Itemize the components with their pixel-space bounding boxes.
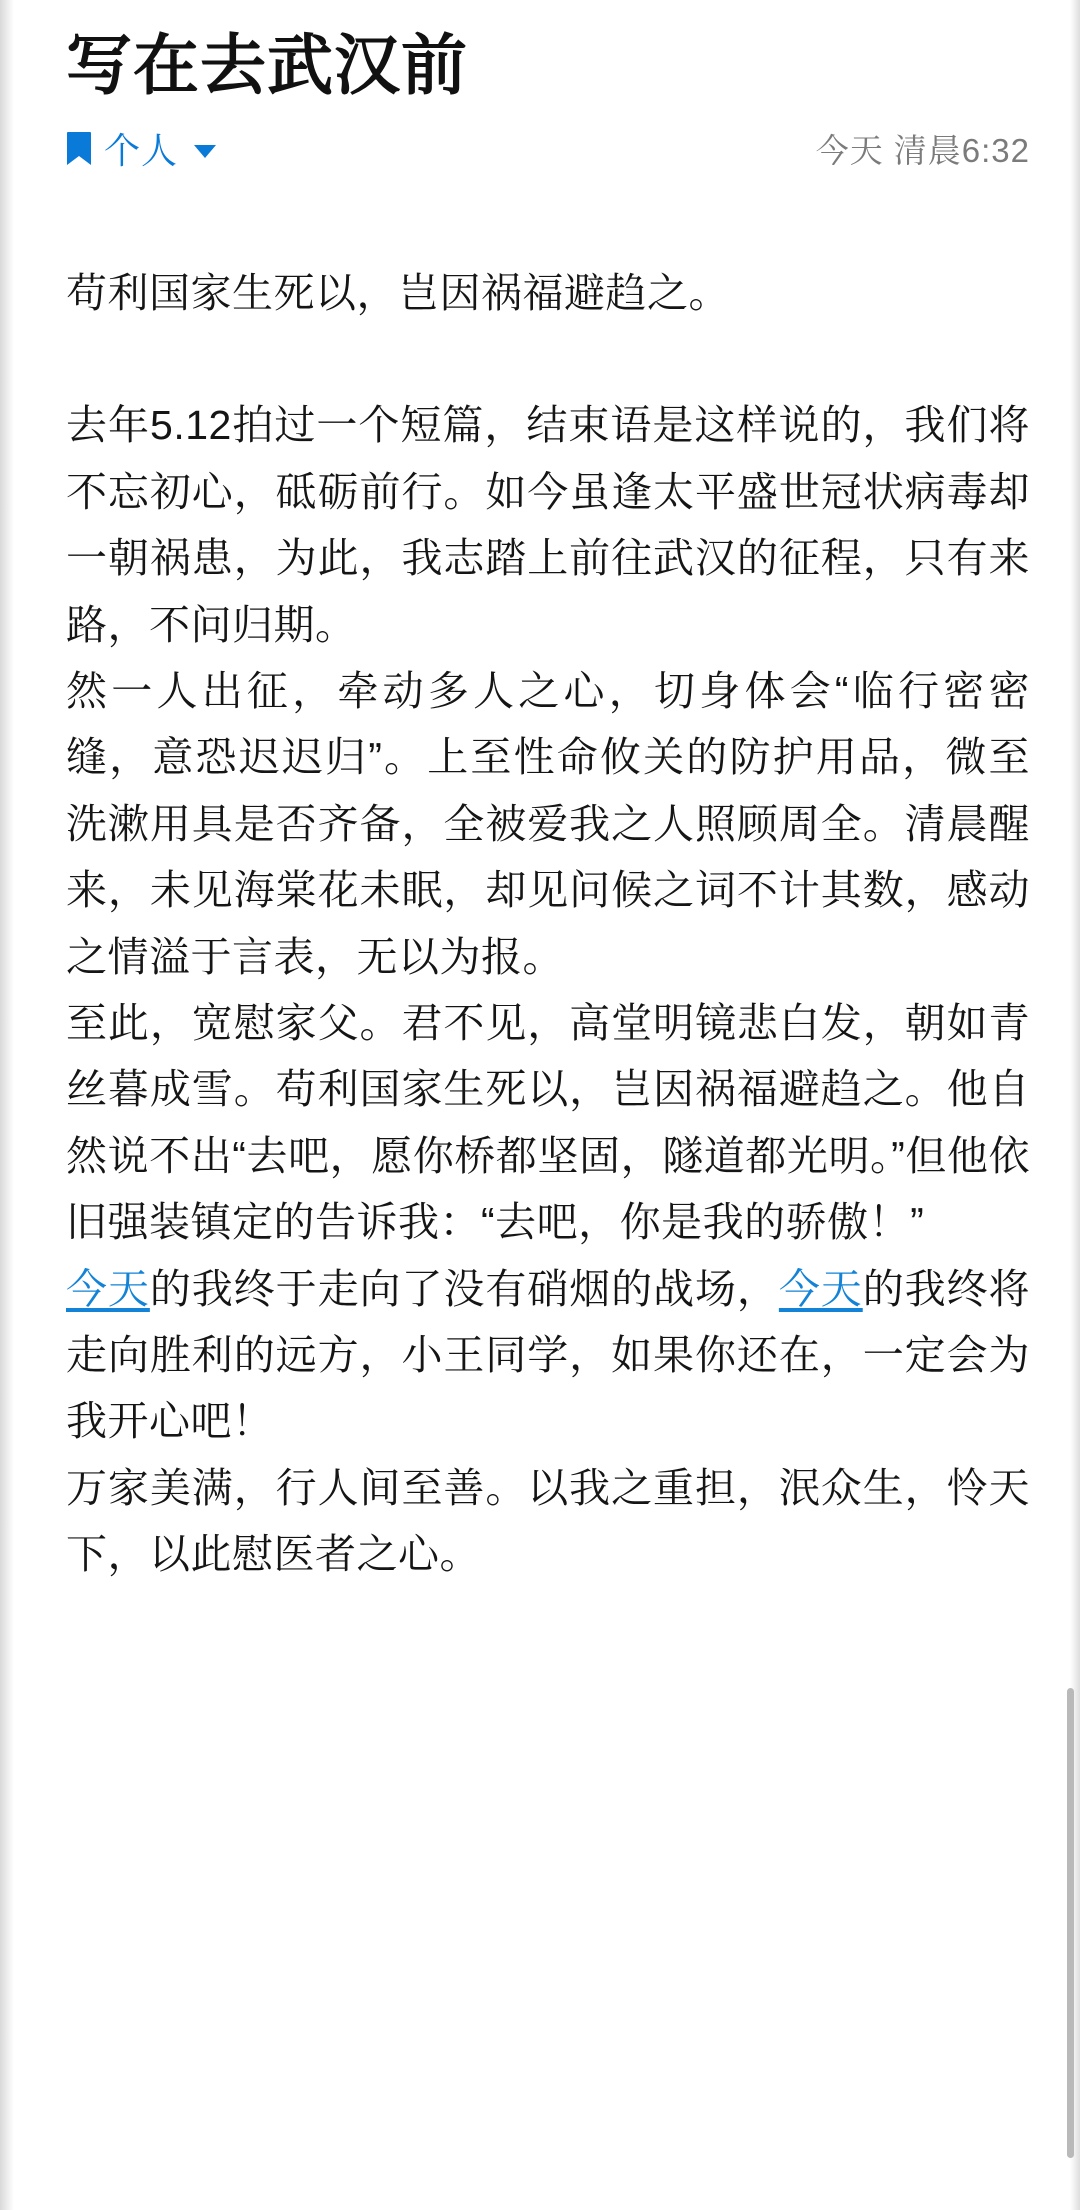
folder-label: 个人	[104, 130, 179, 172]
folder-selector[interactable]	[66, 123, 216, 174]
inline-date-link[interactable]: 今天	[66, 1265, 150, 1312]
paragraph-text: 去年5.12拍过一个短篇，结束语是这样说的，我们将不忘初心，砥砺前行。如今虽逢太平盛世冠状病毒却一朝祸患，为此，我志踏上前往武汉的征程，只有来路，不问归期。	[66, 402, 1030, 648]
page-title: 写在去武汉前	[66, 28, 468, 102]
paragraph	[66, 658, 1030, 990]
chevron-down-icon	[194, 145, 216, 158]
paragraph-text: 万家美满，行人间至善。以我之重担，泯众生，怜天下，以此慰医者之心。	[66, 1464, 1030, 1578]
paragraph-text: 的我终于走向了没有硝烟的战场，	[149, 1265, 779, 1312]
paragraph-text: 至此，宽慰家父。君不见，高堂明镜悲白发，朝如青丝暮成雪。苟利国家生死以，岂因祸福避趋之。他自然说不出“去吧，愿你桥都坚固，隧道都光明。”但他依旧强装镇定的告诉我：“去吧，你是我的骄傲！”	[66, 999, 1030, 1246]
note-meta-row	[66, 122, 1030, 176]
paragraph	[66, 392, 1030, 658]
timestamp-time: 清晨6:32	[893, 132, 1030, 170]
paragraph-text: 然一人出征，牵动多人之心，切身体会“临行密密缝，意恐迟迟归”。上至性命攸关的防护用品，微至洗漱用具是否齐备，全被爱我之人照顾周全。清晨醒来，未见海棠花未眠，却见问候之词不计其数，感动之情溢于言表，无以为报。	[66, 667, 1030, 980]
timestamp-day: 今天	[815, 132, 884, 170]
inline-date-link[interactable]: 今天	[778, 1265, 863, 1312]
paragraph-spacer	[66, 326, 1030, 392]
scrollbar[interactable]	[1067, 1688, 1074, 2158]
paragraph-text: 苟利国家生死以，岂因祸福避趋之。	[66, 269, 730, 316]
paragraph	[66, 1256, 1030, 1455]
paragraph-text: 的我终将走向胜利的远方，小王同学，如果你还在，一定会为我开心吧！	[66, 1265, 1031, 1445]
paragraph	[66, 1455, 1030, 1588]
paragraph	[66, 260, 1030, 326]
note-body	[66, 260, 1030, 1588]
paragraph	[66, 990, 1030, 1256]
bookmark-icon	[66, 131, 92, 167]
screen-left-edge	[0, 0, 14, 2210]
note-timestamp	[816, 125, 1030, 172]
